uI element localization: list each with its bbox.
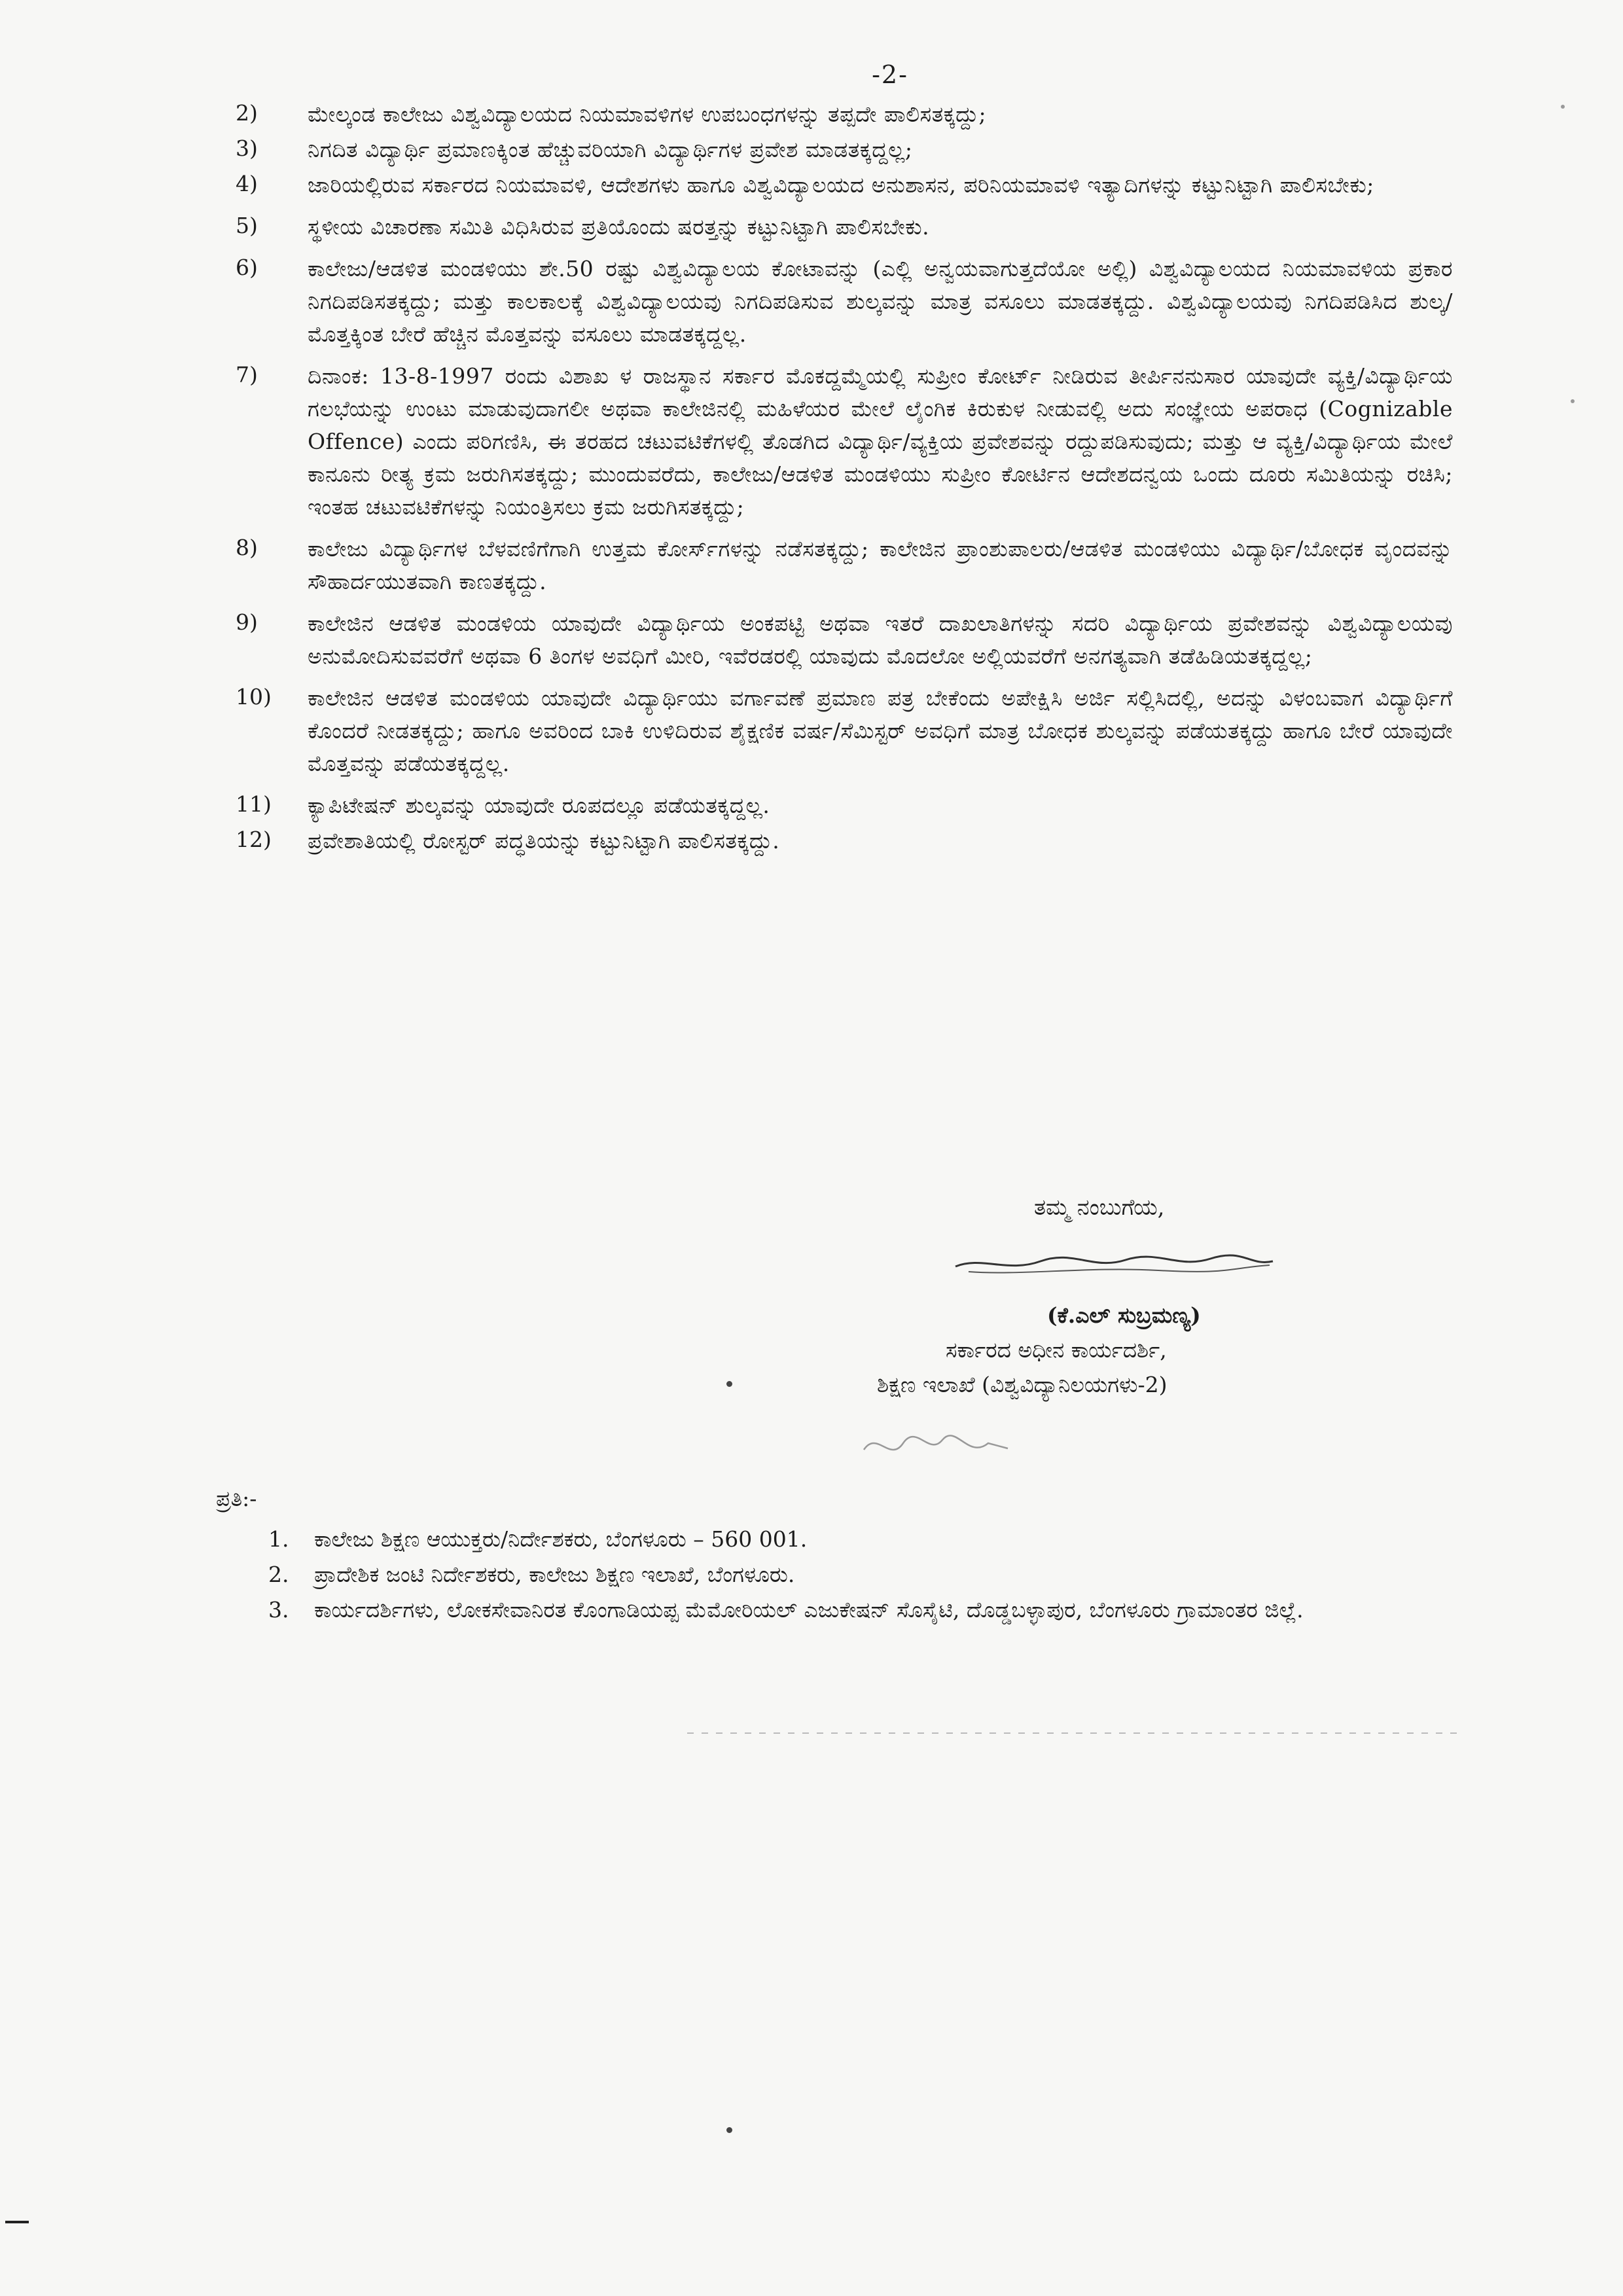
condition-item (236, 825, 1453, 857)
copy-to-label: ಪ್ರತಿ:- (216, 1486, 257, 1511)
signatory-designation: ಸರ್ಕಾರದ ಅಧೀನ ಕಾರ್ಯದರ್ಶಿ, (946, 1337, 1167, 1363)
copy-to-text: ಕಾರ್ಯದರ್ಶಿಗಳು, ಲೋಕಸೇವಾನಿರತ ಕೊಂಗಾಡಿಯಪ್ಪ ಮೆಮೋರಿಯಲ್ ಎಜುಕೇಷನ್ ಸೊಸೈಟಿ, ದೊಡ್ಡಬಳ್ಳಾಪುರ, ಬೆಂಗಳೂರು ಗ್ರಾಮಾಂತರ ಜಿಲ್ಲೆ. (314, 1597, 1304, 1623)
scan-artifact-line (687, 1732, 1459, 1734)
condition-text: ಮೇಲ್ಕಂಡ ಕಾಲೇಜು ವಿಶ್ವವಿದ್ಯಾಲಯದ ನಿಯಮಾವಳಿಗಳ ಉಪಬಂಧಗಳನ್ನು ತಪ್ಪದೇ ಪಾಲಿಸತಕ್ಕದ್ದು; (308, 101, 987, 127)
condition-item (236, 533, 1453, 598)
conditions-list (236, 98, 1453, 857)
condition-number: 5) (236, 213, 258, 238)
copy-to-item (268, 1522, 1446, 1557)
scan-speck (1571, 399, 1575, 403)
condition-text: ಜಾರಿಯಲ್ಲಿರುವ ಸರ್ಕಾರದ ನಿಯಮಾವಳಿ, ಆದೇಶಗಳು ಹಾಗೂ ವಿಶ್ವವಿದ್ಯಾಲಯದ ಅನುಶಾಸನ, ಪರಿನಿಯಮಾವಳಿ ಇತ್ಯಾದಿಗಳನ್ನು ಕಟ್ಟುನಿಟ್ಟಾಗಿ ಪಾಲಿಸಬೇಕು; (308, 172, 1374, 198)
closing-salutation: ತಮ್ಮ ನಂಬುಗೆಯ, (1034, 1194, 1165, 1221)
page-number: -2- (872, 60, 908, 89)
condition-number: 9) (236, 609, 258, 635)
condition-item (236, 360, 1453, 524)
copy-to-number: 2. (268, 1562, 289, 1587)
condition-text: ಕ್ಯಾಪಿಟೇಷನ್ ಶುಲ್ಕವನ್ನು ಯಾವುದೇ ರೂಪದಲ್ಲೂ ಪಡೆಯತಕ್ಕದ್ದಲ್ಲ. (308, 793, 770, 818)
condition-text: ದಿನಾಂಕ: 13-8-1997 ರಂದು ವಿಶಾಖ ಳ ರಾಜಸ್ಥಾನ ಸರ್ಕಾರ ಮೊಕದ್ದಮ್ಮೆಯಲ್ಲಿ ಸುಪ್ರೀಂ ಕೋರ್ಟ್ ನೀಡಿರುವ ತೀರ್ಪಿನನುಸಾರ ಯಾವುದೇ ವ್ಯಕ್ತಿ/ವಿದ್ಯಾರ್ಥಿಯ ಗಲಭೆಯನ್ನು ಉಂಟು ಮಾಡುವುದಾಗಲೀ ಅಥವಾ ಕಾಲೇಜಿನಲ್ಲಿ ಮಹಿಳೆಯರ ಮೇಲೆ ಲೈಂಗಿಕ ಕಿರುಕುಳ ನೀಡುವಲ್ಲಿ ಅದು ಸಂಜ್ಞೇಯ ಅಪರಾಧ (Cognizable Offence) ಎಂದು ಪರಿಗಣಿಸಿ, ಈ ತರಹದ ಚಟುವಟಿಕೆಗಳಲ್ಲಿ ತೊಡಗಿದ ವಿದ್ಯಾರ್ಥಿ/ವ್ಯಕ್ತಿಯ ಪ್ರವೇಶವನ್ನು ರದ್ದುಪಡಿಸುವುದು; ಮತ್ತು ಆ ವ್ಯಕ್ತಿ/ವಿದ್ಯಾರ್ಥಿಯ ಮೇಲೆ ಕಾನೂನು ರೀತ್ಯ ಕ್ರಮ ಜರುಗಿಸತಕ್ಕದ್ದು; ಮುಂದುವರೆದು, ಕಾಲೇಜು/ಆಡಳಿತ ಮಂಡಳಿಯು ಸುಪ್ರೀಂ ಕೋರ್ಟಿನ ಆದೇಶದನ್ವಯ ಒಂದು ದೂರು ಸಮಿತಿಯನ್ನು ರಚಿಸಿ; ಇಂತಹ ಚಟುವಟಿಕೆಗಳನ್ನು ನಿಯಂತ್ರಿಸಲು ಕ್ರಮ ಜರುಗಿಸತಕ್ಕದ್ದು; (308, 363, 1453, 520)
copy-to-text: ಕಾಲೇಜು ಶಿಕ್ಷಣ ಆಯುಕ್ತರು/ನಿರ್ದೇಶಕರು, ಬೆಂಗಳೂರು – 560 001. (314, 1526, 808, 1552)
condition-number: 3) (236, 135, 258, 161)
condition-text: ನಿಗದಿತ ವಿದ್ಯಾರ್ಥಿ ಪ್ರಮಾಣಕ್ಕಿಂತ ಹೆಚ್ಚುವರಿಯಾಗಿ ವಿದ್ಯಾರ್ಥಿಗಳ ಪ್ರವೇಶ ಮಾಡತಕ್ಕದ್ದಲ್ಲ; (308, 137, 913, 162)
condition-item (236, 682, 1453, 780)
scan-margin-mark (5, 2221, 29, 2223)
condition-item (236, 169, 1453, 202)
copy-to-text: ಪ್ರಾದೇಶಿಕ ಜಂಟಿ ನಿರ್ದೇಶಕರು, ಕಾಲೇಜು ಶಿಕ್ಷಣ ಇಲಾಖೆ, ಬೆಂಗಳೂರು. (314, 1562, 795, 1587)
copy-to-number: 1. (268, 1526, 289, 1552)
signatory-department: ಶಿಕ್ಷಣ ಇಲಾಖೆ (ವಿಶ್ವವಿದ್ಯಾನಿಲಯಗಳು-2) (877, 1372, 1168, 1397)
condition-item (236, 134, 1453, 166)
condition-item (236, 789, 1453, 822)
condition-text: ಪ್ರವೇಶಾತಿಯಲ್ಲಿ ರೋಸ್ಟರ್ ಪದ್ಧತಿಯನ್ನು ಕಟ್ಟುನಿಟ್ಟಾಗಿ ಪಾಲಿಸತಕ್ಕದ್ದು. (308, 828, 780, 853)
condition-number: 2) (236, 100, 258, 126)
condition-number: 8) (236, 535, 258, 560)
condition-text: ಕಾಲೇಜಿನ ಆಡಳಿತ ಮಂಡಳಿಯ ಯಾವುದೇ ವಿದ್ಯಾರ್ಥಿಯು ವರ್ಗಾವಣೆ ಪ್ರಮಾಣ ಪತ್ರ ಬೇಕೆಂದು ಅಪೇಕ್ಷಿಸಿ ಅರ್ಜಿ ಸಲ್ಲಿಸಿದಲ್ಲಿ, ಅದನ್ನು ವಿಳಂಬವಾಗ ವಿದ್ಯಾರ್ಥಿಗೆ ಕೊಂದರೆ ನೀಡತಕ್ಕದ್ದು; ಹಾಗೂ ಅವರಿಂದ ಬಾಕಿ ಉಳಿದಿರುವ ಶೈಕ್ಷಣಿಕ ವರ್ಷ/ಸೆಮಿಸ್ಟರ್ ಅವಧಿಗೆ ಮಾತ್ರ ಬೋಧಕ ಶುಲ್ಕವನ್ನು ಪಡೆಯತಕ್ಕದ್ದು ಹಾಗೂ ಬೇರೆ ಯಾವುದೇ ಮೊತ್ತವನ್ನು ಪಡೆಯತಕ್ಕದ್ದಲ್ಲ. (308, 685, 1453, 776)
scan-speck (726, 2127, 732, 2133)
condition-number: 10) (236, 684, 272, 709)
condition-text: ಸ್ಥಳೀಯ ವಿಚಾರಣಾ ಸಮಿತಿ ವಿಧಿಸಿರುವ ಪ್ರತಿಯೊಂದು ಷರತ್ತನ್ನು ಕಟ್ಟುನಿಟ್ಟಾಗಿ ಪಾಲಿಸಬೇಕು. (308, 214, 930, 240)
condition-item (236, 607, 1453, 673)
copy-to-item (268, 1592, 1446, 1628)
condition-text: ಕಾಲೇಜು/ಆಡಳಿತ ಮಂಡಳಿಯು ಶೇ.50 ರಷ್ಟು ವಿಶ್ವವಿದ್ಯಾಲಯ ಕೋಟಾವನ್ನು (ಎಲ್ಲಿ ಅನ್ವಯವಾಗುತ್ತದೆಯೋ ಅಲ್ಲಿ) ವಿಶ್ವವಿದ್ಯಾಲಯದ ನಿಯಮಾವಳಿಯ ಪ್ರಕಾರ ನಿಗದಿಪಡಿಸತಕ್ಕದ್ದು; ಮತ್ತು ಕಾಲಕಾಲಕ್ಕೆ ವಿಶ್ವವಿದ್ಯಾಲಯವು ನಿಗದಿಪಡಿಸುವ ಶುಲ್ಕವನ್ನು ಮಾತ್ರ ವಸೂಲು ಮಾಡತಕ್ಕದ್ದು. ವಿಶ್ವವಿದ್ಯಾಲಯವು ನಿಗದಿಪಡಿಸಿದ ಶುಲ್ಕ/ಮೊತ್ತಕ್ಕಿಂತ ಬೇರೆ ಹೆಚ್ಚಿನ ಮೊತ್ತವನ್ನು ವಸೂಲು ಮಾಡತಕ್ಕದ್ದಲ್ಲ. (308, 256, 1453, 347)
condition-text: ಕಾಲೇಜಿನ ಆಡಳಿತ ಮಂಡಳಿಯ ಯಾವುದೇ ವಿದ್ಯಾರ್ಥಿಯ ಅಂಕಪಟ್ಟಿ ಅಥವಾ ಇತರೆ ದಾಖಲಾತಿಗಳನ್ನು ಸದರಿ ವಿದ್ಯಾರ್ಥಿಯ ಪ್ರವೇಶವನ್ನು ವಿಶ್ವವಿದ್ಯಾಲಯವು ಅನುಮೋದಿಸುವವರೆಗೆ ಅಥವಾ 6 ತಿಂಗಳ ಅವಧಿಗೆ ಮೀರಿ, ಇವೆರಡರಲ್ಲಿ ಯಾವುದು ಮೊದಲೋ ಅಲ್ಲಿಯವರೆಗೆ ಅನಗತ್ಯವಾಗಿ ತಡೆಹಿಡಿಯತಕ್ಕದ್ದಲ್ಲ; (308, 611, 1453, 669)
signature-scribble (942, 1247, 1283, 1286)
condition-item (236, 98, 1453, 131)
copy-to-list (268, 1522, 1446, 1628)
condition-number: 6) (236, 255, 258, 280)
scan-speck (726, 1381, 732, 1387)
copy-to-item (268, 1557, 1446, 1592)
copy-to-number: 3. (268, 1597, 289, 1623)
condition-number: 4) (236, 171, 258, 196)
scan-speck (1561, 105, 1565, 109)
signatory-name: (ಕೆ.ಎಲ್ ಸುಬ್ರಮಣ್ಯ) (1047, 1302, 1201, 1328)
condition-item (236, 253, 1453, 351)
condition-number: 12) (236, 827, 272, 852)
initials-scribble (857, 1424, 1014, 1469)
condition-item (236, 211, 1453, 243)
condition-number: 11) (236, 791, 272, 817)
condition-number: 7) (236, 362, 258, 387)
condition-text: ಕಾಲೇಜು ವಿದ್ಯಾರ್ಥಿಗಳ ಬೆಳವಣಿಗೆಗಾಗಿ ಉತ್ತಮ ಕೋರ್ಸ್‌ಗಳನ್ನು ನಡೆಸತಕ್ಕದ್ದು; ಕಾಲೇಜಿನ ಪ್ರಾಂಶುಪಾಲರು/ಆಡಳಿತ ಮಂಡಳಿಯು ವಿದ್ಯಾರ್ಥಿ/ಬೋಧಕ ವೃಂದವನ್ನು ಸೌಹಾರ್ದಯುತವಾಗಿ ಕಾಣತಕ್ಕದ್ದು. (308, 536, 1453, 594)
